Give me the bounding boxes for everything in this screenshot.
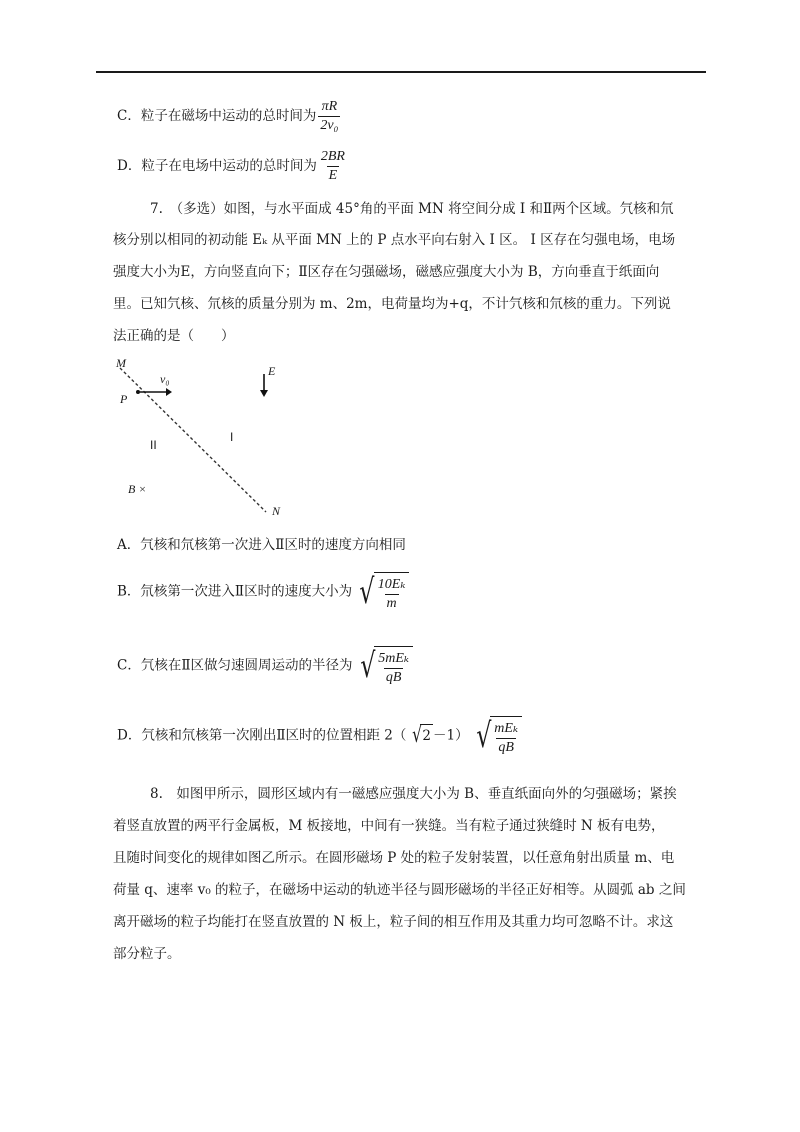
option-letter: D． bbox=[117, 727, 142, 744]
radical-sign: √ bbox=[359, 646, 375, 686]
square-root-small bbox=[410, 724, 433, 748]
q7-line-4: 里。已知氕核、氘核的质量分别为 m、2m，电荷量均为+q，不计氕核和氘核的重力。下列说 bbox=[113, 296, 671, 312]
fraction bbox=[376, 578, 408, 611]
fraction-numerator: mEₖ bbox=[494, 720, 519, 736]
q8-line-6: 部分粒子。 bbox=[113, 946, 181, 962]
option-letter: D． bbox=[117, 158, 142, 174]
fraction-numerator: πR bbox=[321, 99, 338, 114]
field-e-arrowhead bbox=[260, 390, 268, 397]
radical-sign: √ bbox=[359, 572, 375, 612]
q8-line-1: 8. 如图甲所示，圆形区域内有一磁感应强度大小为 B、垂直纸面向外的匀强磁场；紧挨 bbox=[150, 786, 677, 802]
square-root bbox=[356, 572, 409, 612]
option-letter: C． bbox=[117, 108, 141, 124]
fraction-numerator: 10Eₖ bbox=[377, 576, 406, 592]
option-letter: A． bbox=[117, 537, 141, 553]
fraction-denominator: qB bbox=[385, 669, 402, 685]
q7-figure bbox=[108, 352, 298, 522]
label-region-ii: II bbox=[150, 438, 157, 452]
fraction-denominator: qB bbox=[498, 739, 514, 755]
q7-line-1: 7. （多选）如图，与水平面成 45°角的平面 MN 将空间分成 Ⅰ 和Ⅱ两个区域。氕核和氘 bbox=[150, 201, 674, 217]
label-m: M bbox=[116, 356, 126, 370]
fraction bbox=[318, 100, 340, 133]
label-n: N bbox=[272, 504, 281, 518]
label-p: P bbox=[120, 392, 128, 406]
q7-line-2: 核分别以相同的初动能 Eₖ 从平面 MN 上的 P 点水平向右射入 Ⅰ 区。 Ⅰ 区存在匀强电场，电场 bbox=[113, 232, 676, 248]
fraction-denominator: 2v₀ bbox=[320, 118, 339, 133]
option-letter: B． bbox=[117, 583, 141, 600]
fraction bbox=[492, 722, 520, 755]
radical-sign: √ bbox=[412, 723, 423, 748]
label-e: E bbox=[268, 364, 276, 378]
q8-line-4: 荷量 q、速率 v₀ 的粒子，在磁场中运动的轨迹半径与圆形磁场的半径正好相等。从圆弧 ab 之间 bbox=[113, 882, 686, 898]
q7-option-c bbox=[117, 646, 413, 686]
q7-option-b bbox=[117, 572, 409, 612]
square-root bbox=[473, 716, 522, 756]
radical-sign: √ bbox=[475, 716, 492, 756]
prev-option-c bbox=[117, 100, 340, 133]
fraction-numerator: 2BR bbox=[320, 149, 345, 164]
minus-one: －1） bbox=[433, 727, 469, 744]
header-rule bbox=[96, 71, 706, 73]
fraction-denominator: E bbox=[328, 168, 338, 183]
option-text: 氘核第一次进入Ⅱ区时的速度大小为 bbox=[140, 583, 353, 600]
option-text: 粒子在电场中运动的总时间为 bbox=[141, 158, 317, 174]
option-text: 氕核和氘核第一次进入Ⅱ区时的速度方向相同 bbox=[140, 537, 406, 553]
q7-line-5: 法正确的是（ ） bbox=[113, 328, 235, 344]
q8-line-5: 离开磁场的粒子均能打在竖直放置的 N 板上，粒子间的相互作用及其重力均可忽略不计。求这 bbox=[113, 914, 674, 930]
radicand: 2 bbox=[420, 724, 433, 748]
q8-line-3: 且随时间变化的规律如图乙所示。在圆形磁场 P 处的粒子发射装置，以任意角射出质量 m、电 bbox=[113, 850, 675, 866]
option-text: 氕核在Ⅱ区做匀速圆周运动的半径为 bbox=[140, 657, 353, 674]
label-region-i: I bbox=[230, 430, 234, 444]
q7-option-a bbox=[117, 539, 406, 553]
q8-line-2: 着竖直放置的两平行金属板，M 板接地，中间有一狭缝。当有粒子通过狭缝时 N 板有电势， bbox=[113, 818, 665, 834]
fraction bbox=[376, 652, 411, 685]
q7-line-3: 强度大小为E，方向竖直向下；Ⅱ区存在匀强磁场，磁感应强度大小为 B，方向垂直于纸面向 bbox=[113, 264, 660, 280]
fraction-numerator: 5mEₖ bbox=[378, 650, 409, 666]
label-b-field: B × bbox=[128, 482, 147, 496]
option-text: 粒子在磁场中运动的总时间为 bbox=[140, 108, 317, 124]
prev-option-d bbox=[117, 150, 347, 183]
label-v0: v₀ bbox=[160, 372, 170, 386]
velocity-arrowhead bbox=[166, 388, 172, 396]
square-root bbox=[357, 646, 413, 686]
option-text: 氕核和氘核第一次刚出Ⅱ区时的位置相距 2（ bbox=[141, 727, 407, 744]
option-letter: C． bbox=[117, 657, 141, 674]
fraction-denominator: m bbox=[386, 595, 397, 611]
q7-option-d bbox=[117, 716, 522, 756]
point-p bbox=[136, 390, 140, 394]
fraction bbox=[319, 150, 347, 183]
